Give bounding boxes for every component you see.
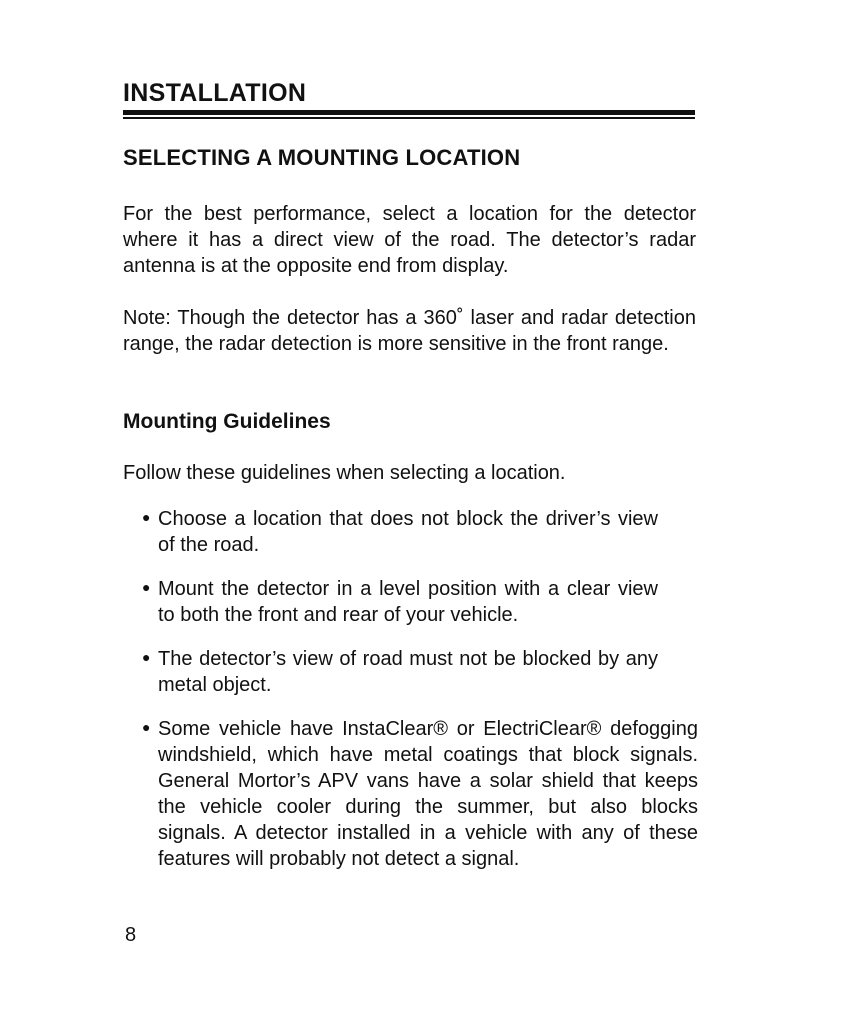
- title-rule-thick: [123, 110, 695, 115]
- intro-paragraph: For the best performance, select a location for the detector where it has a direct view of the road. The detector’s radar antenna is at the opposite end from display.: [123, 203, 696, 277]
- page-number: 8: [125, 924, 137, 946]
- bullet-dot-icon: ●: [142, 719, 151, 735]
- section-title: INSTALLATION: [123, 79, 307, 107]
- bullet-dot-icon: ●: [142, 509, 151, 525]
- list-item-text: Mount the detector in a level position with a clear view to both the front and rear of your vehicle.: [158, 578, 658, 626]
- list-item-text: The detector’s view of road must not be blocked by any metal object.: [158, 648, 658, 696]
- bullet-dot-icon: ●: [142, 649, 151, 665]
- note-paragraph: Note: Though the detector has a 360˚ laser and radar detection range, the radar detection is more sensitive in the front range.: [123, 307, 696, 355]
- list-item-text: Some vehicle have InstaClear® or ElectriClear® defogging windshield, which have metal coatings that block signals. General Mortor’s APV vans have a solar shield that keeps the vehicle cooler during the summer, but also blocks signals. A detector installed in a vehicle with any of these features will probably not detect a signal.: [158, 718, 698, 870]
- title-rule-thin: [123, 117, 695, 119]
- list-item: [140, 716, 698, 872]
- list-item: [140, 506, 658, 558]
- list-item: [140, 646, 658, 698]
- guidelines-list: [140, 506, 698, 890]
- list-item-text: Choose a location that does not block the driver’s view of the road.: [158, 508, 658, 556]
- subsection-title: SELECTING A MOUNTING LOCATION: [123, 145, 521, 170]
- guidelines-intro: Follow these guidelines when selecting a location.: [123, 462, 566, 484]
- bullet-dot-icon: ●: [142, 579, 151, 595]
- list-item: [140, 576, 658, 628]
- guidelines-heading: Mounting Guidelines: [123, 410, 331, 433]
